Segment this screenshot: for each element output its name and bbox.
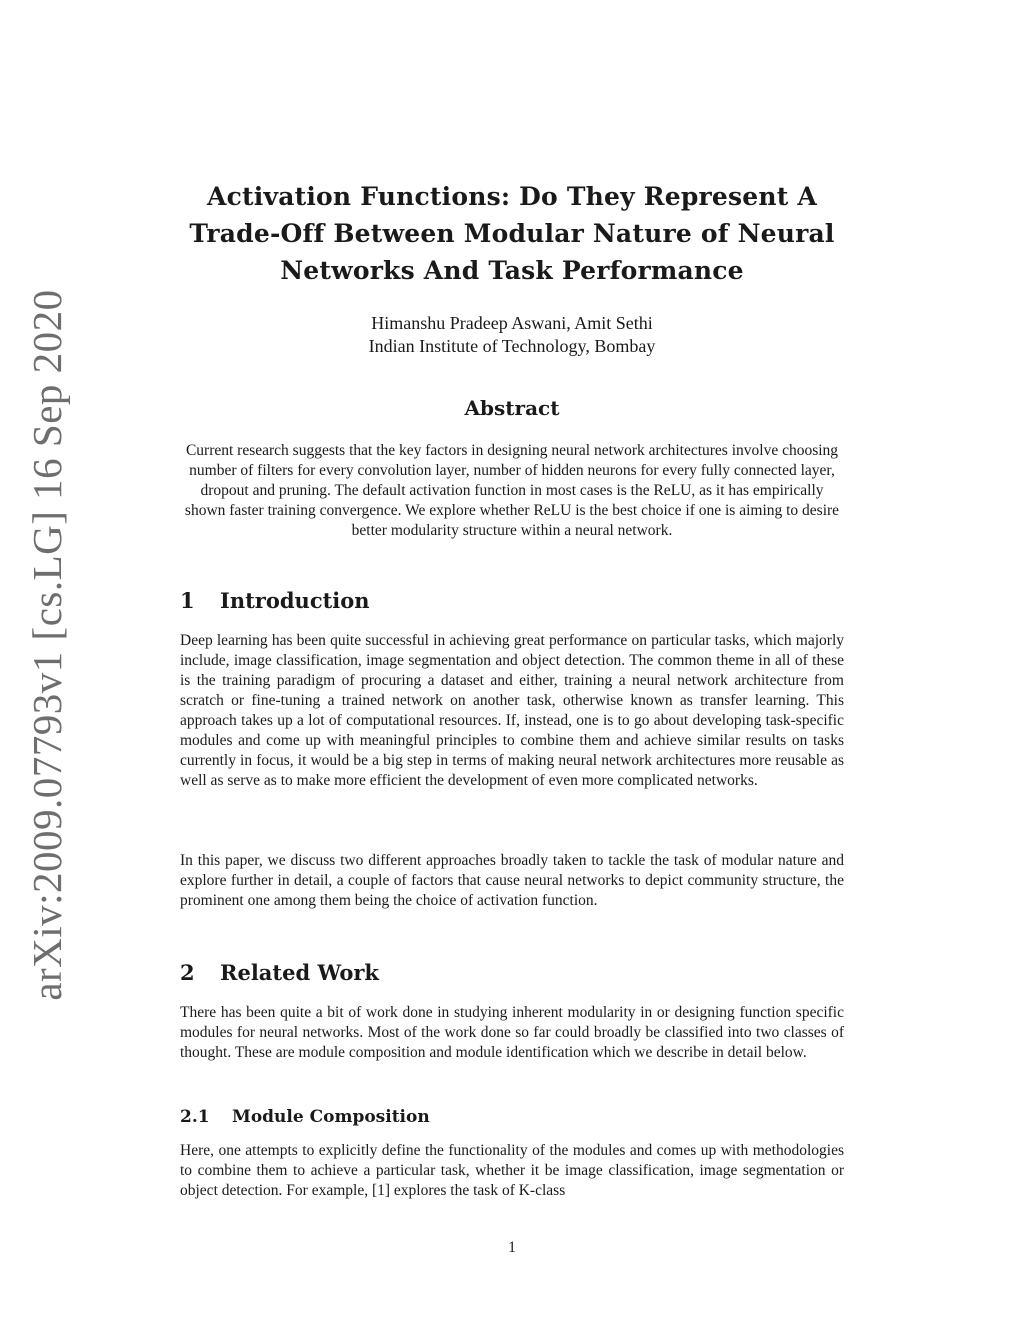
author-block — [180, 312, 844, 358]
section-number: 2 — [180, 960, 195, 985]
subsection-heading-module-composition — [180, 1107, 844, 1127]
subsection-title: Module Composition — [232, 1107, 430, 1127]
arxiv-identifier-stamp: arXiv:2009.07793v1 [cs.LG] 16 Sep 2020 — [24, 289, 70, 1001]
author-names: Himanshu Pradeep Aswani, Amit Sethi — [371, 313, 653, 333]
author-affiliation: Indian Institute of Technology, Bombay — [368, 336, 656, 356]
subsection-number: 2.1 — [180, 1107, 210, 1127]
section-heading-related-work — [180, 960, 844, 985]
abstract-text: Current research suggests that the key factors in designing neural network architectures involve choosing number of filters for every convolution layer, number of hidden neurons for every fully connected layer, dropout and pruning. The default activation function in most cases is the ReLU, as it has empirically shown faster training convergence. We explore whether ReLU is the best choice if one is aiming to desire better modularity structure within a neural network. — [184, 442, 840, 539]
paragraph: There has been quite a bit of work done in studying inherent modularity in or designing function specific modules for neural networks. Most of the work done so far could broadly be classified into two classes of thought. These are module composition and module identification which we describe in detail below. — [180, 1004, 844, 1061]
abstract-heading: Abstract — [464, 396, 560, 420]
paragraph: Deep learning has been quite successful in achieving great performance on particular tasks, which majorly include, image classification, image segmentation and object detection. The common theme in all of these is the training paradigm of procuring a dataset and either, training a neural network architecture from scratch or fine-tuning a trained network on another task, otherwise known as transfer learning. This approach takes up a lot of computational resources. If, instead, one is to go about developing task-specific modules and come up with meaningful principles to combine them and achieve similar results on tasks currently in focus, it would be a big step in terms of making neural network architectures more reusable as well as serve as to make more efficient the development of even more complicated networks. — [180, 632, 844, 789]
section-heading-introduction — [180, 588, 844, 613]
paragraph: In this paper, we discuss two different approaches broadly taken to tackle the task of modular nature and explore further in detail, a couple of factors that cause neural networks to depict community structure, the prominent one among them being the choice of activation function. — [180, 852, 844, 909]
section-title: Introduction — [220, 588, 370, 613]
section-title: Related Work — [220, 960, 379, 985]
page-number: 1 — [508, 1239, 516, 1256]
paper-title: Activation Functions: Do They Represent A Trade-Off Between Modular Nature of Neural Networks And Task Performance — [189, 182, 835, 285]
section-number: 1 — [180, 588, 195, 613]
paragraph: Here, one attempts to explicitly define the functionality of the modules and comes up with methodologies to combine them to achieve a particular task, whether it be image classification, image segmentation or object detection. For example, [1] explores the task of K-class — [180, 1142, 844, 1199]
